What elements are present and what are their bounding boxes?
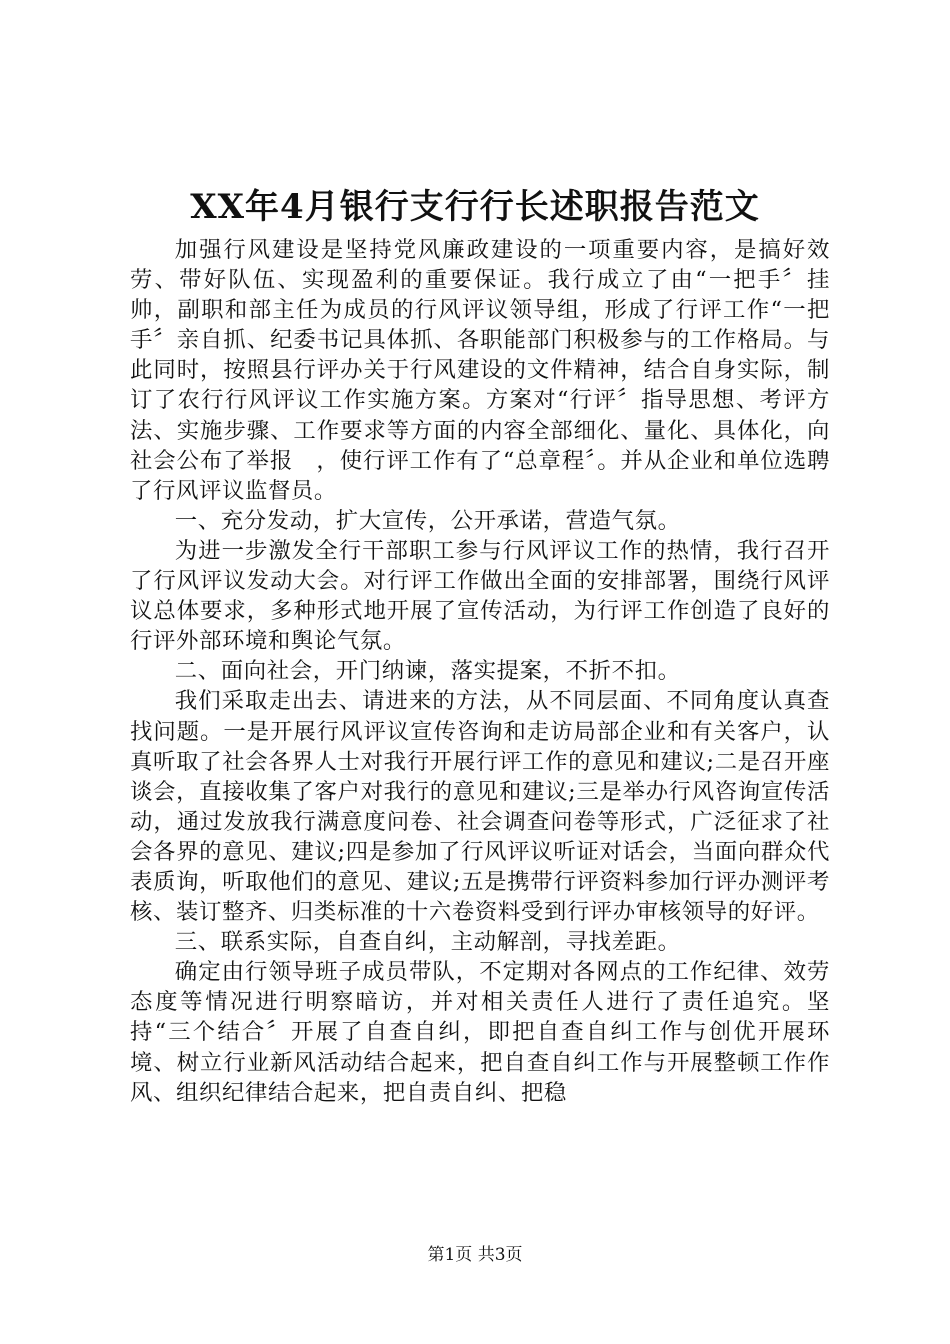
paragraph-intro: 加强行风建设是坚持党风廉政建设的一项重要内容，是搞好效劳、带好队伍、实现盈利的重要保证。我行成立了由“一把手〞挂帅，副职和部主任为成员的行风评议领导组，形成了行评工作“一把手〞亲自抓、纪委书记具体抓、各职能部门积极参与的工作格局。与此同时，按照县行评办关于行风建设的文件精神，结合自身实际，制订了农行行风评议工作实施方案。方案对“行评〞指导思想、考评方法、实施步骤、工作要求等方面的内容全部细化、量化、具体化，向社会公布了举报 ，使行评工作有了“总章程〞。并从企业和单位选聘了行风评议监督员。 — [130, 237, 830, 504]
section-heading-3: 三、联系实际，自查自纠，主动解剖，寻找差距。 — [174, 929, 681, 956]
page-number: 第1页 共3页 — [427, 1245, 523, 1265]
paragraph-section-2: 我们采取走出去、请进来的方法，从不同层面、不同角度认真查找问题。一是开展行风评议宣传咨询和走访局部企业和有关客户，认真听取了社会各界人士对我行开展行评工作的意见和建议;二是召开座谈会，直接收集了客户对我行的意见和建议;三是举办行风咨询宣传活动，通过发放我行满意度问卷、社会调查问卷等形式，广泛征求了社会各界的意见、建议;四是参加了行风评议听证对话会，当面向群众代表质询，听取他们的意见、建议;五是携带行评资料参加行评办测评考核、装订整齐、归类标准的十六卷资料受到行评办审核领导的好评。 — [130, 688, 830, 926]
paragraph-section-1: 为进一步激发全行干部职工参与行风评议工作的热情，我行召开了行风评议发动大会。对行评工作做出全面的安排部署，围绕行风评议总体要求，多种形式地开展了宣传活动，为行评工作创造了良好的行评外部环境和舆论气氛。 — [130, 537, 830, 655]
section-heading-2: 二、面向社会，开门纳谏，落实提案，不折不扣。 — [174, 658, 681, 685]
paragraph-section-3: 确定由行领导班子成员带队，不定期对各网点的工作纪律、效劳态度等情况进行明察暗访，并对相关责任人进行了责任追究。坚持“三个结合〞开展了自查自纠，即把自查自纠工作与创优开展环境、树立行业新风活动结合起来，把自查自纠工作与开展整顿工作作风、组织纪律结合起来，把自责自纠、把稳 — [130, 959, 830, 1106]
document-body — [130, 235, 830, 1108]
section-heading-1: 一、充分发动，扩大宣传，公开承诺，营造气氛。 — [174, 507, 681, 534]
document-title: XX年4月银行支行行长述职报告范文 — [190, 187, 760, 227]
